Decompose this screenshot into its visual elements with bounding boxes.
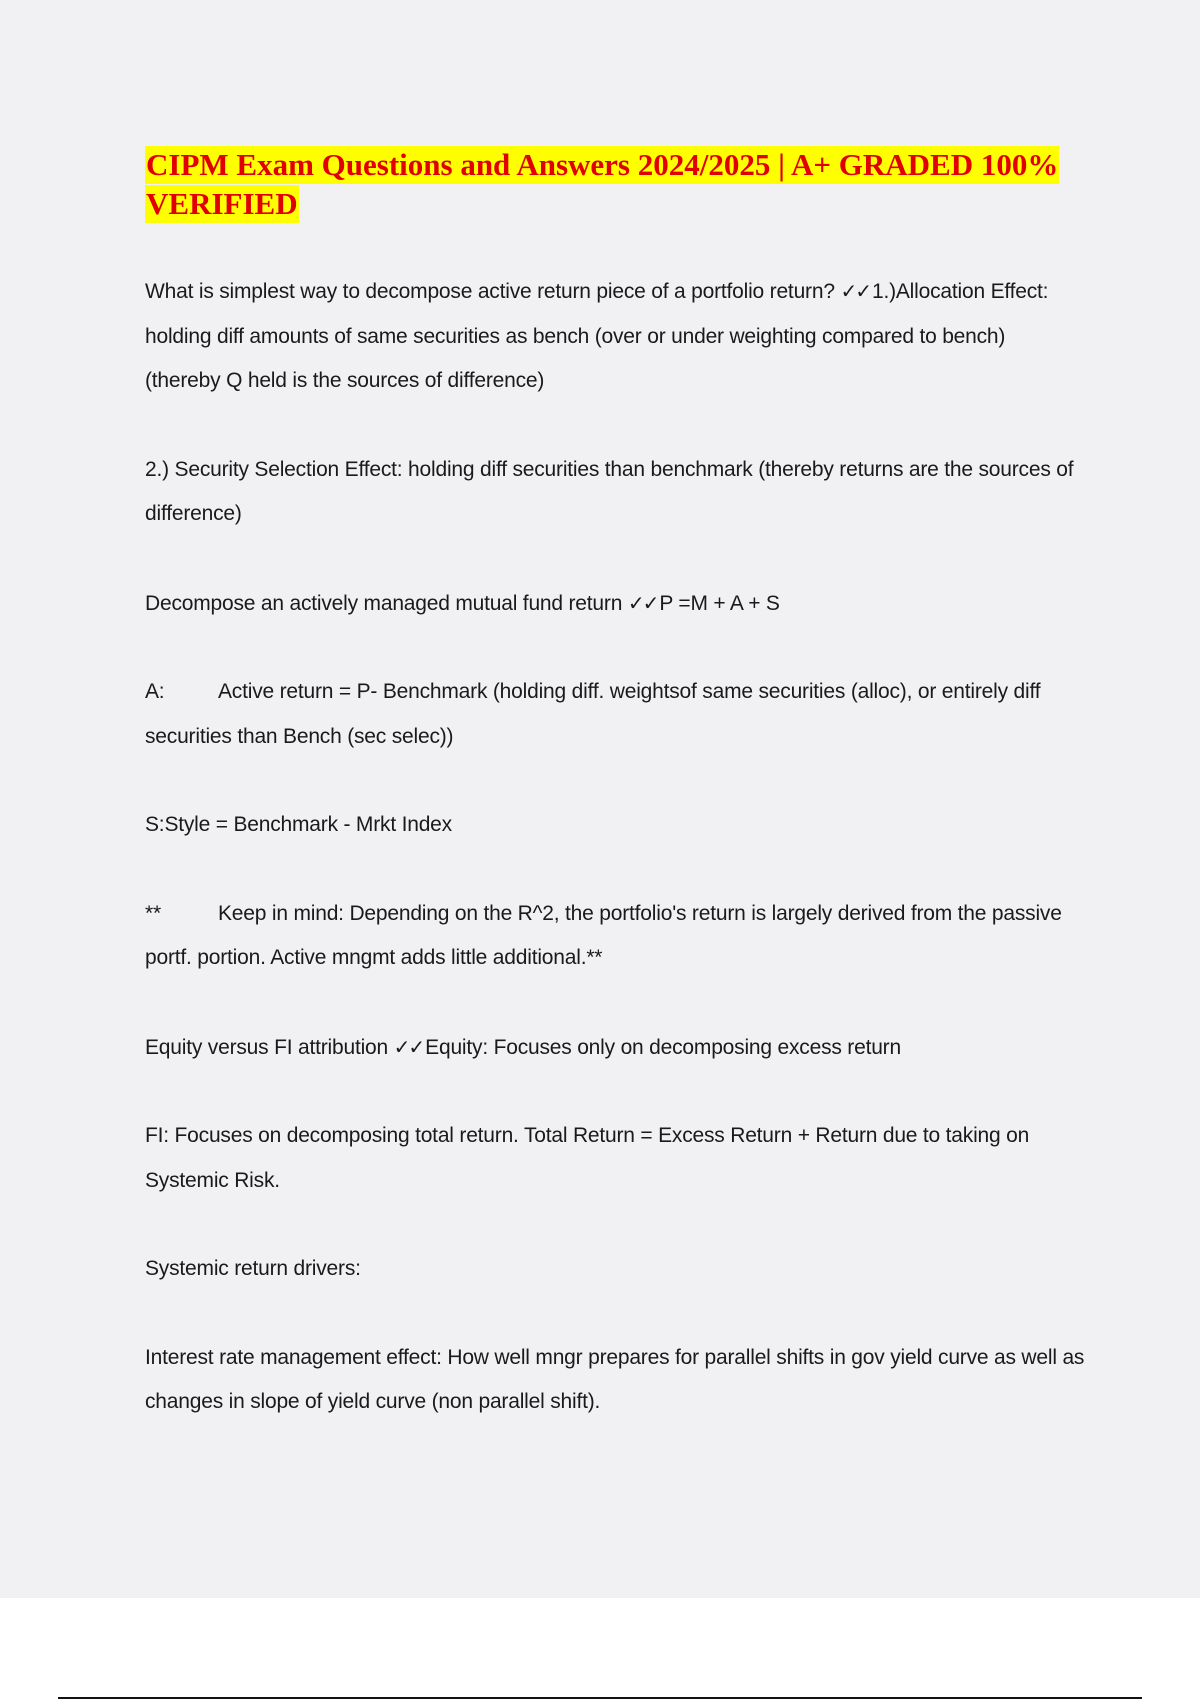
paragraph-text: Active return = P- Benchmark (holding diff. weightsof same securities (alloc), or entirely diff securities than Bench (sec selec)) [145,680,1041,748]
qa-block-2 [145,581,1085,627]
paragraph-fi [145,1114,1085,1203]
paragraph-text: FI: Focuses on decomposing total return. Total Return = Excess Return + Return due to taking on Systemic Risk. [145,1124,1030,1192]
paragraph-text: S:Style = Benchmark - Mrkt Index [145,813,452,836]
paragraph-text: Interest rate management effect: How well mngr prepares for parallel shifts in gov yield curve as well as changes in slope of yield curve (non parallel shift). [145,1345,1085,1413]
qa-block-1 [145,269,1085,404]
paragraph-label: A: [145,680,165,703]
paragraph-style [145,803,1085,848]
paragraph-keep-in-mind [145,892,1085,981]
answer-text: 1.)Allocation Effect: holding diff amounts of same securities as bench (over or under weighting compared to bench) (thereby Q held is the sources of difference) [145,280,1049,392]
double-check-icon: ✓✓ [627,590,658,615]
paragraph-text: Systemic return drivers: [145,1257,361,1280]
paragraph-interest-rate [145,1336,1085,1425]
qa-block-3 [145,1025,1085,1071]
paragraph-label: ** [145,901,161,925]
paragraph-systemic-drivers [145,1247,1085,1292]
paragraph-text: 2.) Security Selection Effect: holding diff securities than benchmark (thereby returns are the sources of difference) [145,457,1074,525]
double-check-icon: ✓✓ [393,1034,424,1059]
document-title-text: CIPM Exam Questions and Answers 2024/2025 | A+ GRADED 100% VERIFIED [146,147,1059,221]
footer-divider [58,1697,1142,1699]
answer-text: Equity: Focuses only on decomposing excess return [425,1035,901,1059]
question-text: What is simplest way to decompose active return piece of a portfolio return? [145,280,835,303]
paragraph-active-return [145,670,1085,759]
document-title [145,145,1085,223]
document-content [145,145,1085,1469]
paragraph-text: Keep in mind: Depending on the R^2, the portfolio's return is largely derived from the passive portf. portion. Active mngmt adds little additional.** [145,901,1062,969]
paragraph-security-selection [145,448,1085,537]
answer-text: P =M + A + S [659,591,780,615]
question-text: Equity versus FI attribution [145,1035,389,1059]
question-text: Decompose an actively managed mutual fund return [145,591,623,615]
double-check-icon: ✓✓ [840,279,870,303]
